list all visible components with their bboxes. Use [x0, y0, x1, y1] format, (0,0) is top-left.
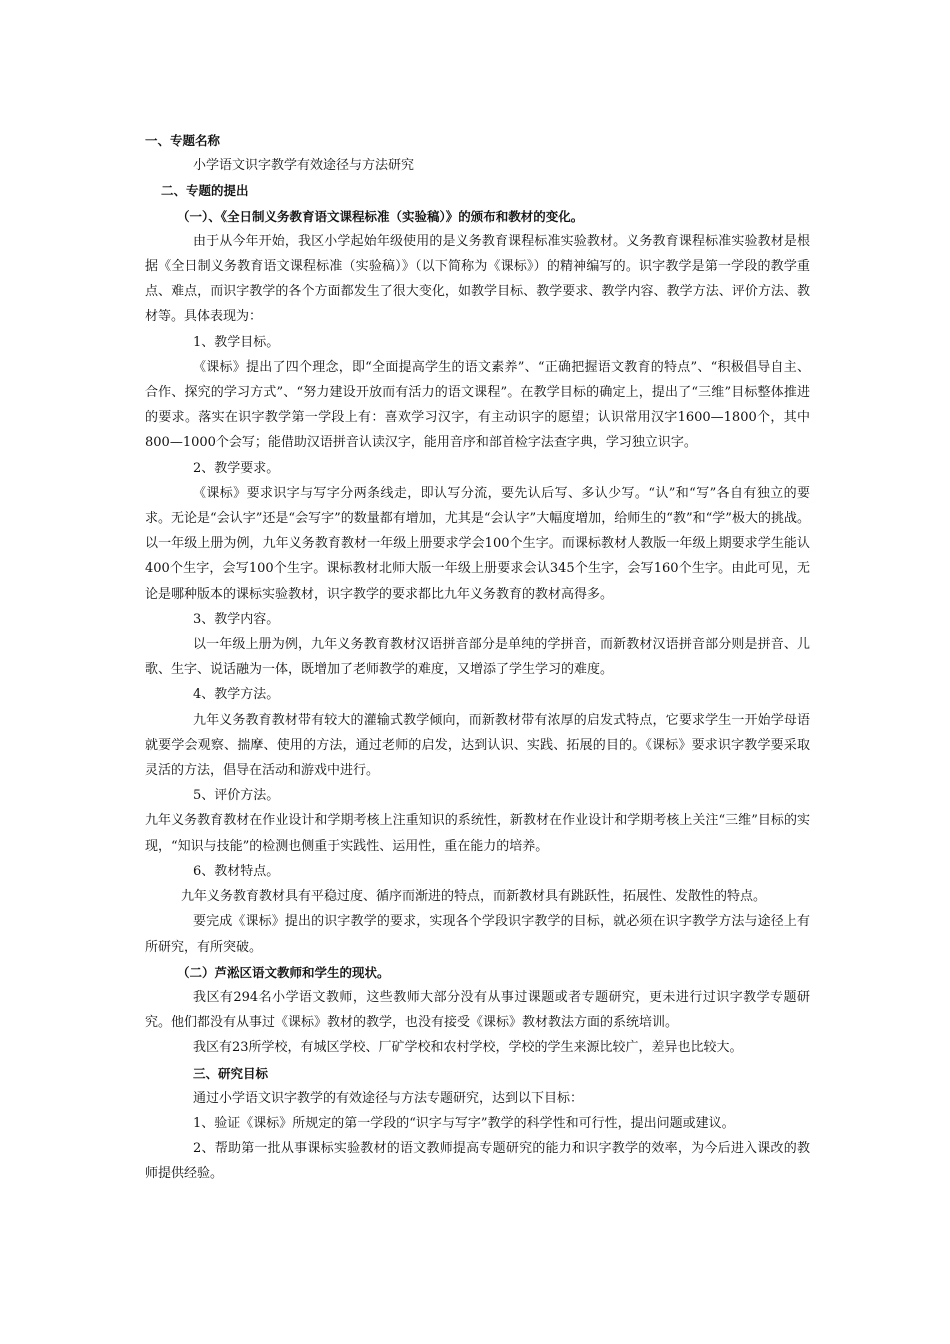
item-textbook-features: 6、教材特点。 [193, 863, 280, 879]
goal-item-1: 1、验证《课标》所规定的第一学段的“识字与写字”教学的科学性和可行性，提出问题或建议。 [193, 1115, 735, 1131]
item-evaluation-methods: 5、评价方法。 [193, 788, 280, 804]
item-teaching-content: 3、教学内容。 [193, 611, 280, 627]
heading-research-goals: 三、研究目标 [193, 1065, 269, 1081]
paragraph-teaching-content: 以一年级上册为例，九年义务教育教材汉语拼音部分是单纯的学拼音，而新教材汉语拼音部分则是拼音、儿歌、生字、说话融为一体，既增加了老师教学的难度，又增添了学生学习的难度。 [145, 637, 810, 678]
topic-title: 小学语文识字教学有效途径与方法研究 [193, 158, 415, 174]
paragraph-schools: 我区有23所学校，有城区学校、厂矿学校和农村学校，学校的学生来源比较广，差异也比较大。 [193, 1040, 743, 1056]
paragraph-goals-intro: 通过小学语文识字教学的有效途径与方法专题研究，达到以下目标： [193, 1090, 584, 1106]
goal-item-2: 2、帮助第一批从事课标实验教材的语文教师提高专题研究的能力和识字教学的效率，为今后进入课改的教师提供经验。 [145, 1141, 810, 1182]
item-teaching-requirements: 2、教学要求。 [193, 460, 280, 476]
item-teaching-goals: 1、教学目标。 [193, 334, 280, 350]
paragraph-teachers: 我区有294名小学语文教师，这些教师大部分没有从事过课题或者专题研究，更未进行过识字教学专题研究。他们都没有从事过《课标》教材的教学，也没有接受《课标》教材教法方面的系统培训。 [145, 989, 810, 1031]
paragraph-teaching-requirements: 《课标》要求识字与写字分两条线走，即认写分流，要先认后写、多认少写。“认”和“写”各自有独立的要求。无论是“会认字”还是“会写字”的数量都有增加，尤其是“会认字”大幅度增加，给师生的“教”和“学”极大的挑战。以一年级上册为例，九年义务教育教材一年级上册要求学会100个生字。而课标教材人教版一年级上期要求学生能认400个生字，会写100个生字。课标教材北师大版一年级上册要求会认345个生字，会写160个生字。由此可见，无论是哪种版本的课标实验教材，识字教学的要求都比九年义务教育的教材高得多。 [145, 485, 810, 602]
paragraph-teaching-methods: 九年义务教育教材带有较大的灌输式教学倾向，而新教材带有浓厚的启发式特点，它要求学生一开始学母语就要学会观察、揣摩、使用的方法，通过老师的启发，达到认识、实践、拓展的目的。《课标》要求识字教学要采取灵活的方法，倡导在活动和游戏中进行。 [145, 712, 810, 779]
subheading-district-status: （二）芦淞区语文教师和学生的现状。 [177, 964, 390, 980]
paragraph-teaching-goals: 《课标》提出了四个理念，即“全面提高学生的语文素养”、“正确把握语文教育的特点”、“积极倡导自主、合作、探究的学习方式”、“努力建设开放而有活力的语文课程”。在教学目标的确定上，提出了“三维”目标整体推进的要求。落实在识字教学第一学段上有：喜欢学习汉字，有主动识字的愿望；认识常用汉字1600—1800个，其中800—1000个会写；能借助汉语拼音认读汉字，能用音序和部首检字法查字典，学习独立识字。 [145, 359, 810, 451]
paragraph-conclusion: 要完成《课标》提出的识字教学的要求，实现各个学段识字教学的目标，就必须在识字教学方法与途径上有所研究，有所突破。 [145, 914, 810, 955]
paragraph-evaluation-methods: 九年义务教育教材在作业设计和学期考核上注重知识的系统性，新教材在作业设计和学期考核上关注“三维”目标的实现，“知识与技能”的检测也侧重于实践性、运用性，重在能力的培养。 [145, 813, 810, 854]
paragraph-intro: 由于从今年开始，我区小学起始年级使用的是义务教育课程标准实验教材。义务教育课程标准实验教材是根据《全日制义务教育语文课程标准（实验稿）》（以下简称为《课标》）的精神编写的。识字教学是第一学段的教学重点、难点，而识字教学的各个方面都发生了很大变化，如教学目标、教学要求、教学内容、教学方法、评价方法、教材等。具体表现为： [145, 233, 810, 325]
heading-topic-origin: 二、专题的提出 [161, 183, 249, 199]
item-teaching-methods: 4、教学方法。 [193, 687, 280, 703]
heading-topic-name: 一、专题名称 [145, 133, 221, 148]
paragraph-textbook-features: 九年义务教育教材具有平稳过度、循序而渐进的特点，而新教材具有跳跃性，拓展性、发散性的特点。 [181, 889, 767, 905]
document-page [145, 128, 810, 1187]
subheading-curriculum-standard: （一）、《全日制义务教育语文课程标准（实验稿）》的颁布和教材的变化。 [177, 208, 584, 224]
